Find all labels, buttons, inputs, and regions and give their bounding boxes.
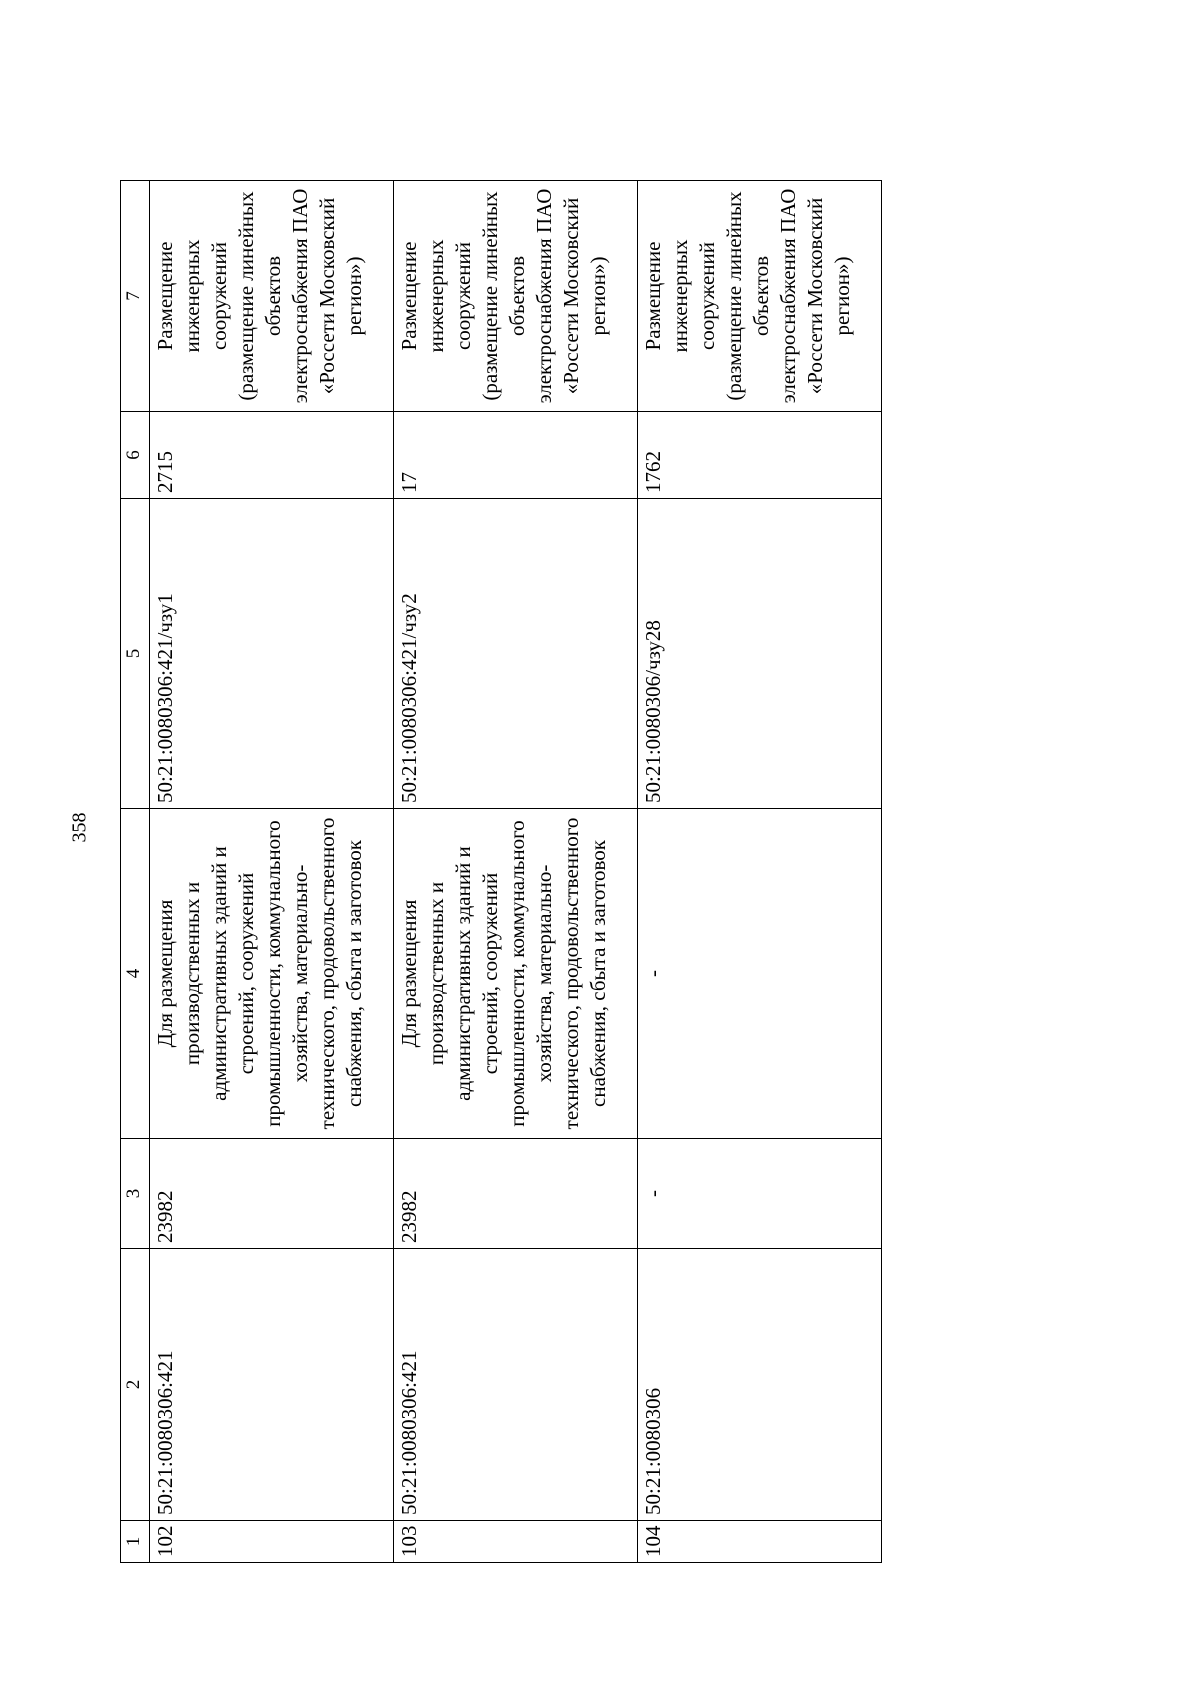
purpose: Размещение инженерных сооружений (размещение линейных объектов электроснабжения ПАО «Россети Московский регион») (394, 181, 638, 412)
cadastral-number: 50:21:0080306:421 (394, 1249, 638, 1521)
part-cadastral-number: 50:21:0080306:421/чзу1 (150, 499, 394, 809)
header-cell-3: 3 (121, 1139, 150, 1249)
plot-area: 23982 (394, 1139, 638, 1249)
table-row (638, 181, 882, 1563)
cadastral-number: 50:21:0080306:421 (150, 1249, 394, 1521)
permitted-use: Для размещения производственных и административных зданий и строений, сооружений промышленности, коммунального хозяйства, материально-технического, продовольственного снабжения, сбыта и заготовок (394, 809, 638, 1139)
header-cell-5: 5 (121, 499, 150, 809)
purpose: Размещение инженерных сооружений (размещение линейных объектов электроснабжения ПАО «Россети Московский регион») (150, 181, 394, 412)
header-cell-4: 4 (121, 809, 150, 1139)
table-row (394, 181, 638, 1563)
header-cell-6: 6 (121, 412, 150, 499)
part-cadastral-number: 50:21:0080306/чзу28 (638, 499, 882, 809)
permitted-use: - (638, 809, 882, 1139)
permitted-use: Для размещения производственных и административных зданий и строений, сооружений промышленности, коммунального хозяйства, материально-технического, продовольственного снабжения, сбыта и заготовок (150, 809, 394, 1139)
plot-area: 23982 (150, 1139, 394, 1249)
header-cell-2: 2 (121, 1249, 150, 1521)
header-row (121, 181, 150, 1563)
table-row (150, 181, 394, 1563)
header-cell-1: 1 (121, 1521, 150, 1563)
row-number: 102 (150, 1521, 394, 1563)
part-area: 1762 (638, 412, 882, 499)
part-area: 17 (394, 412, 638, 499)
plot-area: - (638, 1139, 882, 1249)
page-number-text: 358 (68, 812, 91, 842)
rotated-table-wrapper (120, 181, 880, 1563)
row-number: 104 (638, 1521, 882, 1563)
cadastral-number: 50:21:0080306 (638, 1249, 882, 1521)
part-cadastral-number: 50:21:0080306:421/чзу2 (394, 499, 638, 809)
part-area: 2715 (150, 412, 394, 499)
page-number (66, 805, 94, 849)
purpose: Размещение инженерных сооружений (размещение линейных объектов электроснабжения ПАО «Россети Московский регион») (638, 181, 882, 412)
row-number: 103 (394, 1521, 638, 1563)
land-plots-table (120, 180, 882, 1563)
header-cell-7: 7 (121, 181, 150, 412)
